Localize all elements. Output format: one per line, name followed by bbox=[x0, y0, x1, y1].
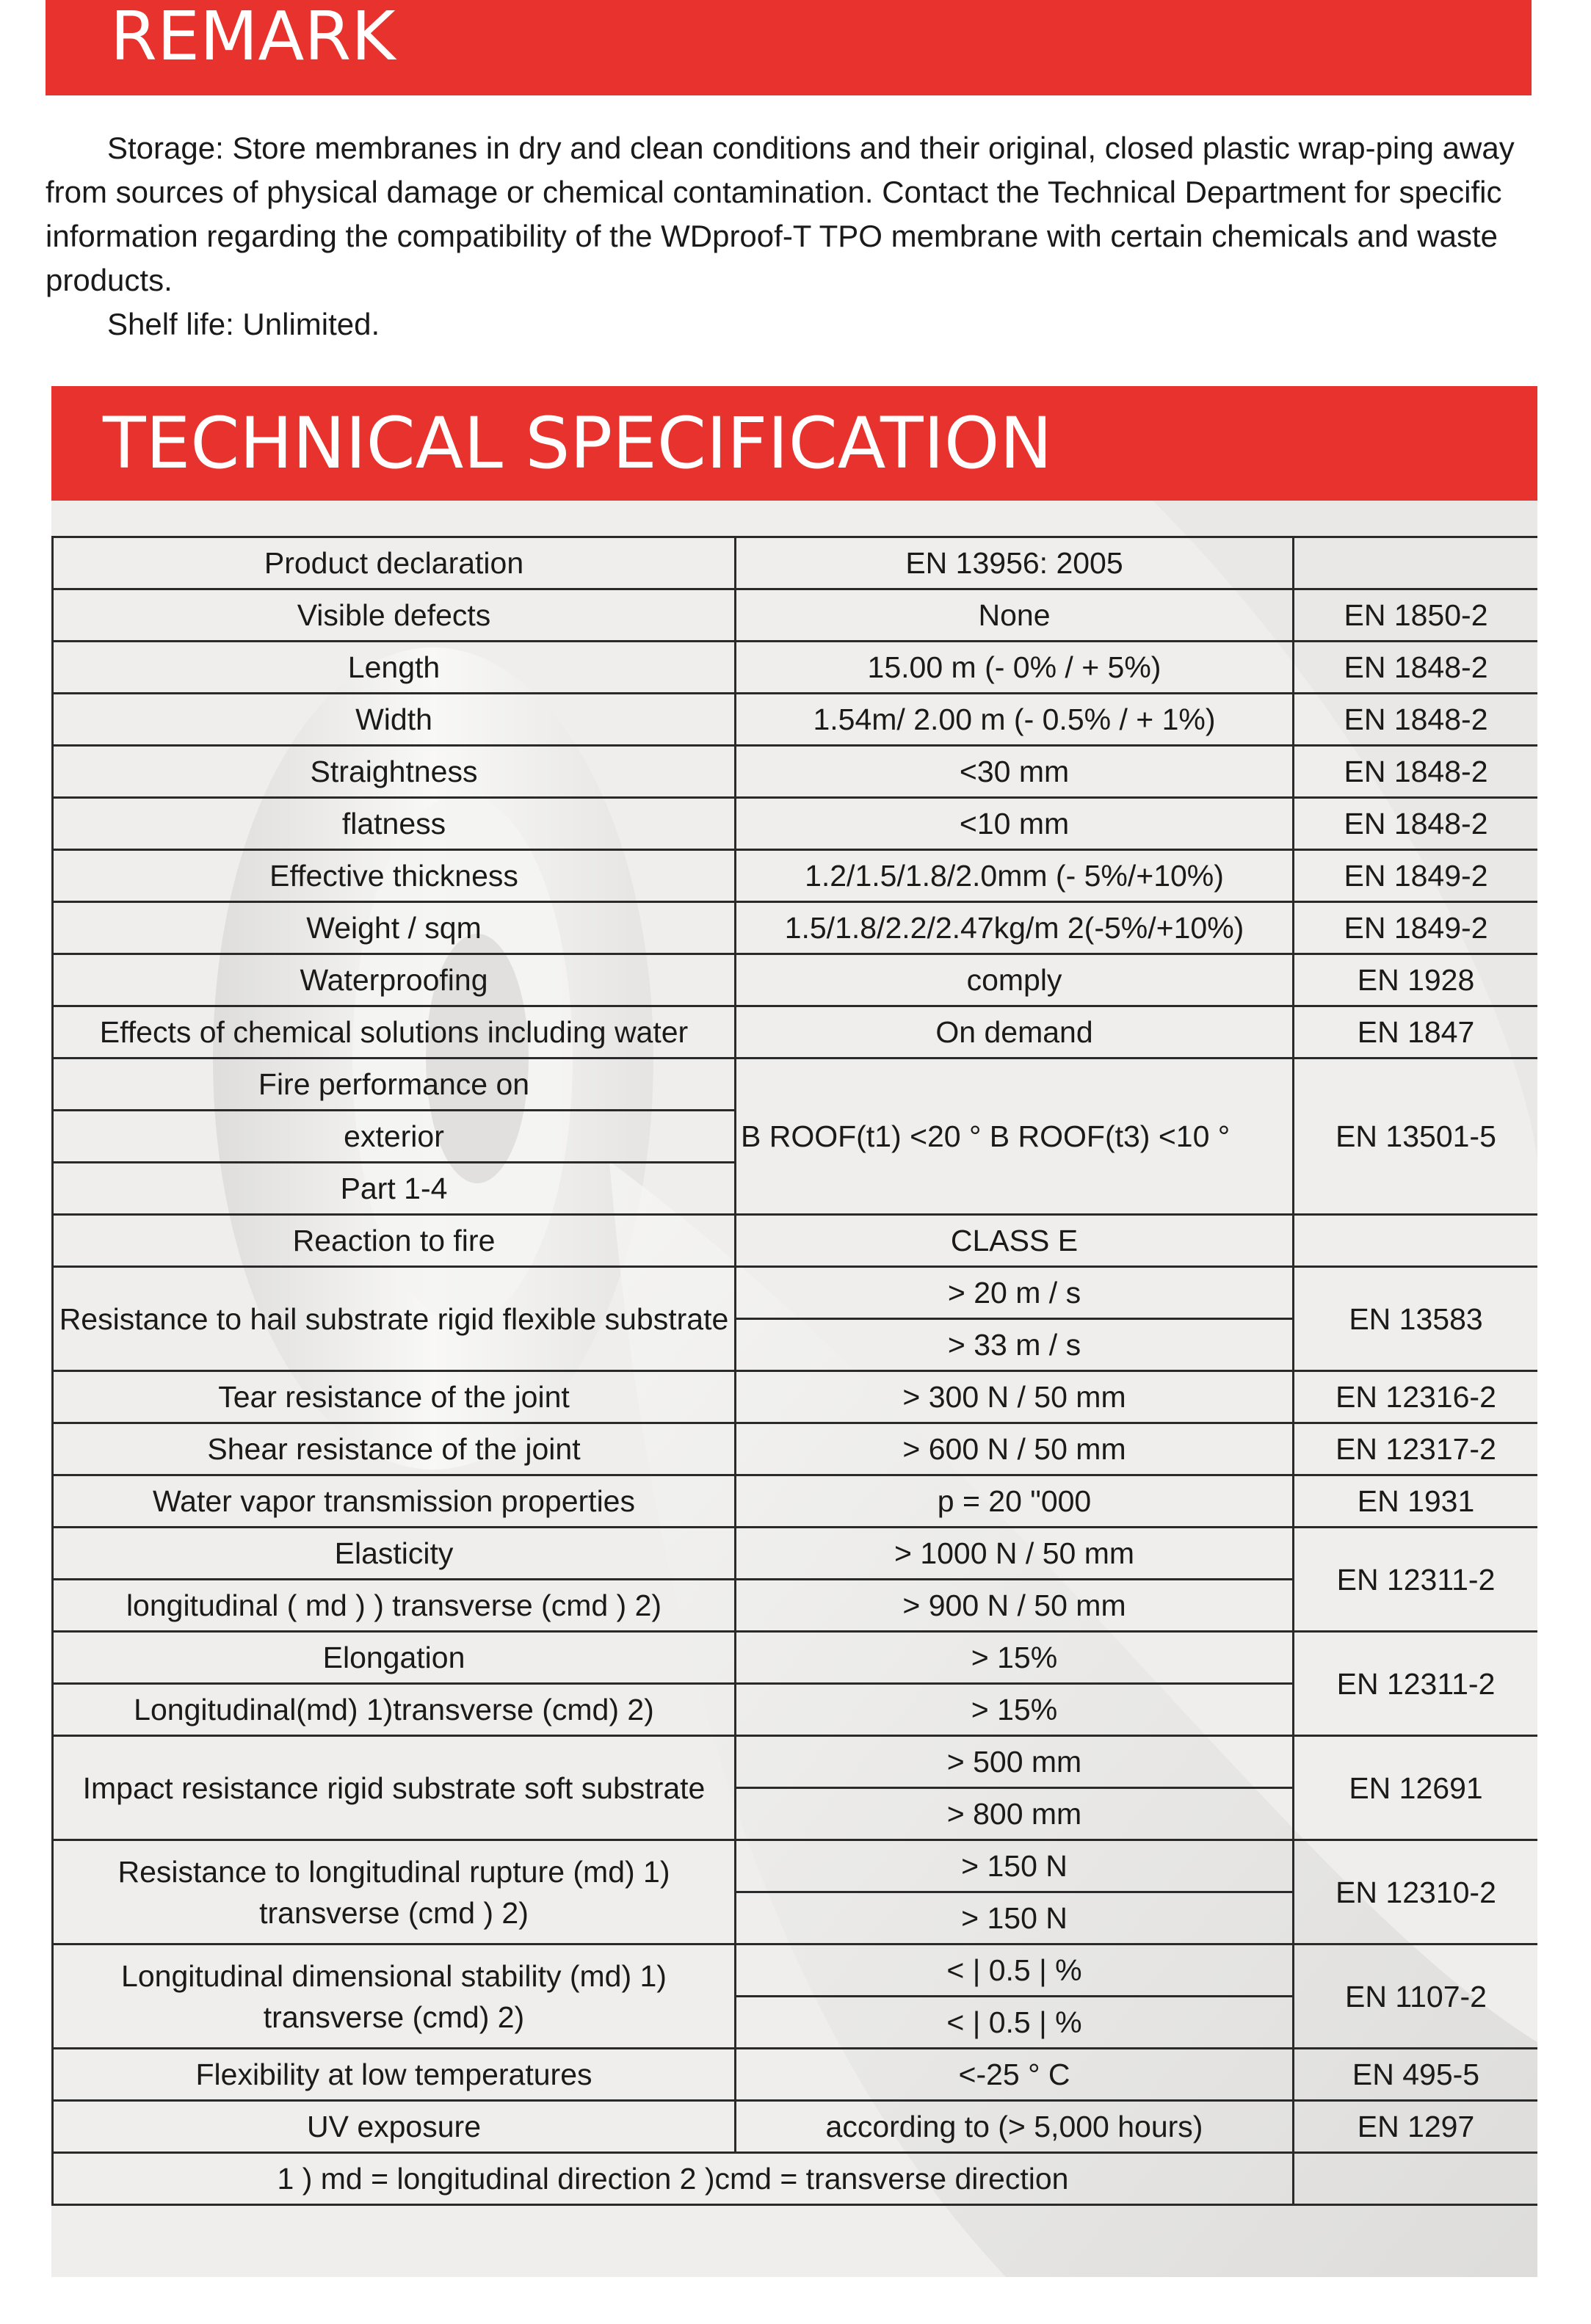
property-cell: Straightness bbox=[53, 746, 736, 798]
value-cell: < | 0.5 | % bbox=[736, 1944, 1294, 1997]
standard-cell: EN 1848-2 bbox=[1294, 642, 1538, 694]
table-row bbox=[53, 2049, 1538, 2101]
standard-cell bbox=[1294, 1215, 1538, 1267]
table-row bbox=[53, 798, 1538, 850]
table-row bbox=[53, 1736, 1538, 1788]
table-row bbox=[53, 1944, 1538, 1997]
standard-cell: EN 1850-2 bbox=[1294, 589, 1538, 642]
table-row bbox=[53, 850, 1538, 902]
property-line: Longitudinal dimensional stability (md) 1) bbox=[121, 1958, 667, 1993]
property-cell: exterior bbox=[53, 1111, 736, 1163]
standard-cell: EN 1848-2 bbox=[1294, 746, 1538, 798]
value-cell: > 1000 N / 50 mm bbox=[736, 1528, 1294, 1580]
table-row bbox=[53, 1840, 1538, 1892]
value-cell: > 800 mm bbox=[736, 1788, 1294, 1840]
property-cell bbox=[53, 1944, 736, 2049]
property-cell: Length bbox=[53, 642, 736, 694]
value-cell: <30 mm bbox=[736, 746, 1294, 798]
storage-paragraph: Storage: Store membranes in dry and clean conditions and their original, closed plastic wrap-ping away from sources of physical damage or chemical contamination. Contact the Technical Department for specific information regarding the compatibility of the WDproof-T TPO membrane with certain chemicals and waste products. bbox=[46, 131, 1515, 297]
property-cell: Reaction to fire bbox=[53, 1215, 736, 1267]
shelf-life-text: Shelf life: Unlimited. bbox=[107, 307, 380, 341]
property-cell: Product declaration bbox=[53, 537, 736, 589]
standard-cell bbox=[1294, 537, 1538, 589]
standard-cell: EN 13583 bbox=[1294, 1267, 1538, 1371]
value-cell: < | 0.5 | % bbox=[736, 1997, 1294, 2049]
standard-cell: EN 1849-2 bbox=[1294, 902, 1538, 954]
standard-cell: EN 495-5 bbox=[1294, 2049, 1538, 2101]
spec-table bbox=[51, 536, 1537, 2206]
value-cell: 1.54m/ 2.00 m (- 0.5% / + 1%) bbox=[736, 694, 1294, 746]
table-row bbox=[53, 589, 1538, 642]
property-cell: Elasticity bbox=[53, 1528, 736, 1580]
table-row bbox=[53, 1058, 1538, 1111]
value-cell: > 600 N / 50 mm bbox=[736, 1423, 1294, 1475]
property-cell: Flexibility at low temperatures bbox=[53, 2049, 736, 2101]
table-row bbox=[53, 1371, 1538, 1423]
value-cell: > 33 m / s bbox=[736, 1319, 1294, 1371]
property-cell: Effects of chemical solutions including water bbox=[53, 1006, 736, 1058]
property-line: transverse (cmd ) 2) bbox=[259, 1895, 529, 1930]
footnote-cell: 1 ) md = longitudinal direction 2 )cmd = transverse direction bbox=[53, 2153, 1294, 2205]
property-line: Resistance to longitudinal rupture (md) 1) bbox=[117, 1854, 670, 1889]
table-row bbox=[53, 1528, 1538, 1580]
table-row bbox=[53, 694, 1538, 746]
value-cell: 1.2/1.5/1.8/2.0mm (- 5%/+10%) bbox=[736, 850, 1294, 902]
value-cell: > 150 N bbox=[736, 1840, 1294, 1892]
standard-cell: EN 1107-2 bbox=[1294, 1944, 1538, 2049]
property-cell: Impact resistance rigid substrate soft substrate bbox=[53, 1736, 736, 1840]
table-row bbox=[53, 642, 1538, 694]
value-cell: <-25 ° C bbox=[736, 2049, 1294, 2101]
value-cell: On demand bbox=[736, 1006, 1294, 1058]
property-cell: Width bbox=[53, 694, 736, 746]
standard-cell: EN 1297 bbox=[1294, 2101, 1538, 2153]
value-cell: > 20 m / s bbox=[736, 1267, 1294, 1319]
property-cell: Waterproofing bbox=[53, 954, 736, 1006]
value-cell: None bbox=[736, 589, 1294, 642]
property-cell: Shear resistance of the joint bbox=[53, 1423, 736, 1475]
table-row bbox=[53, 902, 1538, 954]
standard-cell: EN 1928 bbox=[1294, 954, 1538, 1006]
standard-cell: EN 1849-2 bbox=[1294, 850, 1538, 902]
standard-cell: EN 1847 bbox=[1294, 1006, 1538, 1058]
value-cell: 1.5/1.8/2.2/2.47kg/m 2(-5%/+10%) bbox=[736, 902, 1294, 954]
value-cell: 15.00 m (- 0% / + 5%) bbox=[736, 642, 1294, 694]
spec-table-panel bbox=[51, 501, 1537, 2277]
remark-text bbox=[46, 126, 1536, 346]
property-cell: flatness bbox=[53, 798, 736, 850]
table-row bbox=[53, 1632, 1538, 1684]
table-row bbox=[53, 1267, 1538, 1319]
value-cell: <10 mm bbox=[736, 798, 1294, 850]
property-cell: Part 1-4 bbox=[53, 1163, 736, 1215]
value-cell: > 900 N / 50 mm bbox=[736, 1580, 1294, 1632]
property-cell: UV exposure bbox=[53, 2101, 736, 2153]
property-cell bbox=[53, 1840, 736, 1944]
standard-cell: EN 1848-2 bbox=[1294, 798, 1538, 850]
value-cell: B ROOF(t1) <20 ° B ROOF(t3) <10 ° bbox=[736, 1058, 1294, 1215]
value-cell: p = 20 "000 bbox=[736, 1475, 1294, 1528]
value-cell: EN 13956: 2005 bbox=[736, 537, 1294, 589]
property-cell: Elongation bbox=[53, 1632, 736, 1684]
property-cell: Visible defects bbox=[53, 589, 736, 642]
property-cell: Weight / sqm bbox=[53, 902, 736, 954]
table-row bbox=[53, 537, 1538, 589]
table-row bbox=[53, 1215, 1538, 1267]
value-cell: > 150 N bbox=[736, 1892, 1294, 1944]
standard-cell: EN 12311-2 bbox=[1294, 1528, 1538, 1632]
value-cell: according to (> 5,000 hours) bbox=[736, 2101, 1294, 2153]
value-cell: > 500 mm bbox=[736, 1736, 1294, 1788]
standard-cell: EN 12310-2 bbox=[1294, 1840, 1538, 1944]
spec-title: TECHNICAL SPECIFICATION bbox=[51, 386, 1537, 501]
property-cell: Tear resistance of the joint bbox=[53, 1371, 736, 1423]
value-cell: comply bbox=[736, 954, 1294, 1006]
standard-cell: EN 12316-2 bbox=[1294, 1371, 1538, 1423]
table-row bbox=[53, 2153, 1538, 2205]
property-cell: Effective thickness bbox=[53, 850, 736, 902]
standard-cell: EN 13501-5 bbox=[1294, 1058, 1538, 1215]
value-cell: CLASS E bbox=[736, 1215, 1294, 1267]
table-row bbox=[53, 746, 1538, 798]
property-cell: longitudinal ( md ) ) transverse (cmd ) 2) bbox=[53, 1580, 736, 1632]
standard-cell bbox=[1294, 2153, 1538, 2205]
standard-cell: EN 1931 bbox=[1294, 1475, 1538, 1528]
value-cell: > 300 N / 50 mm bbox=[736, 1371, 1294, 1423]
property-cell: Fire performance on bbox=[53, 1058, 736, 1111]
table-row bbox=[53, 1423, 1538, 1475]
table-row bbox=[53, 1475, 1538, 1528]
remark-title: REMARK bbox=[46, 0, 1532, 95]
property-line: transverse (cmd) 2) bbox=[263, 2000, 525, 2034]
standard-cell: EN 12691 bbox=[1294, 1736, 1538, 1840]
standard-cell: EN 1848-2 bbox=[1294, 694, 1538, 746]
property-cell: Resistance to hail substrate rigid flexible substrate bbox=[53, 1267, 736, 1371]
property-cell: Longitudinal(md) 1)transverse (cmd) 2) bbox=[53, 1684, 736, 1736]
standard-cell: EN 12317-2 bbox=[1294, 1423, 1538, 1475]
value-cell: > 15% bbox=[736, 1684, 1294, 1736]
table-row bbox=[53, 2101, 1538, 2153]
standard-cell: EN 12311-2 bbox=[1294, 1632, 1538, 1736]
table-row bbox=[53, 954, 1538, 1006]
value-cell: > 15% bbox=[736, 1632, 1294, 1684]
property-cell: Water vapor transmission properties bbox=[53, 1475, 736, 1528]
table-row bbox=[53, 1006, 1538, 1058]
